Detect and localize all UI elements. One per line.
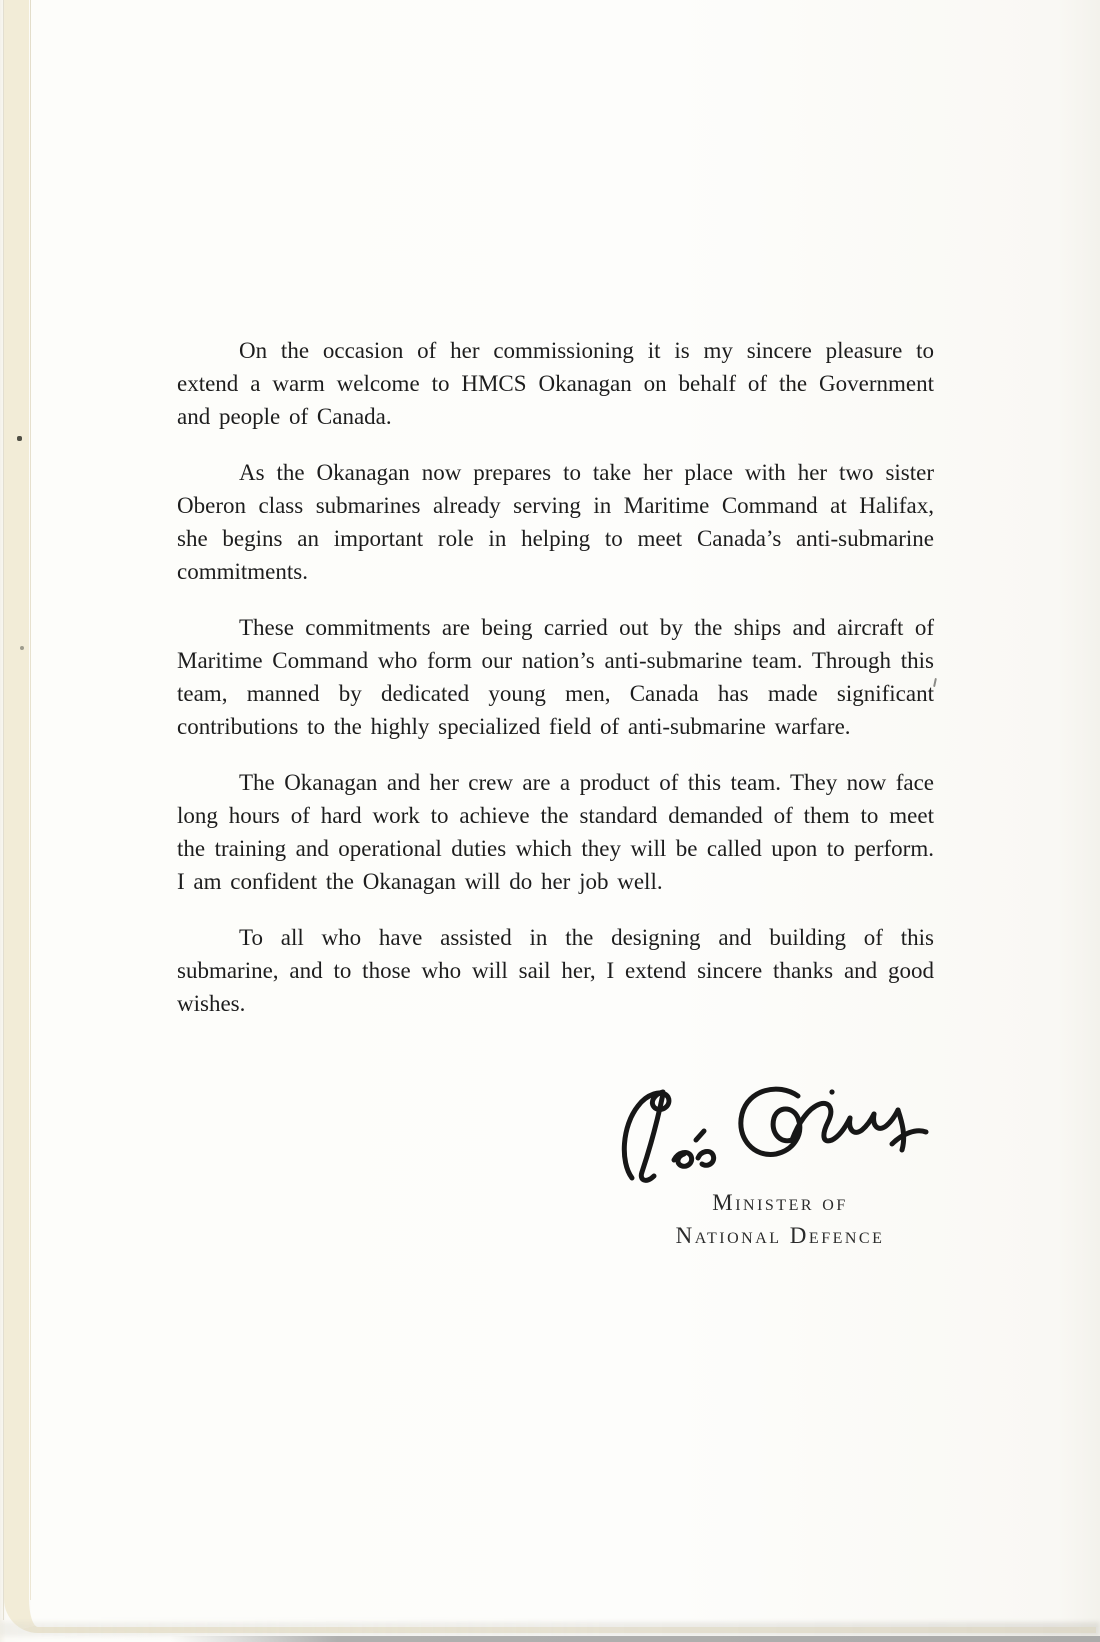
scanner-band [170, 1636, 1100, 1642]
scan-speck [17, 436, 22, 441]
letter-paragraph-2: As the Okanagan now prepares to take her place with her two sister Oberon class submarines already serving in Maritime Command at Halifax, she begins an important role in helping to meet Canada’s anti-submarine commitments. [177, 460, 934, 584]
letter-paragraph-5: To all who have assisted in the designing and building of this submarine, and to those who will sail her, I extend sincere thanks and good wishes. [177, 925, 934, 1016]
signature-ink [608, 1074, 948, 1194]
letter-paragraph-1: On the occasion of her commissioning it is my sincere pleasure to extend a warm welcome to HMCS Okanagan on behalf of the Government and people of Canada. [177, 338, 934, 429]
cover-edge-outer-line [3, 0, 4, 1620]
cover-edge-inner-line [30, 0, 31, 1600]
scan-speck [20, 646, 24, 650]
signoff-title [612, 1186, 948, 1252]
signoff-title-line2: National Defence [675, 1223, 885, 1248]
scanner-smudge [0, 1622, 1100, 1636]
signoff-title-line1: Minister of [712, 1190, 848, 1215]
letter-paragraph-4: The Okanagan and her crew are a product of this team. They now face long hours of hard work to achieve the standard demanded of them to meet the training and operational duties which they will be called upon to perform. I am confident the Okanagan will do her job well. [177, 770, 934, 894]
letter-body [177, 334, 934, 1043]
handwritten-signature [608, 1074, 948, 1194]
letter-paragraph-3: These commitments are being carried out by the ships and aircraft of Maritime Command who form our nation’s anti-submarine team. Through this team, manned by dedicated young men, Canada has made significant contributions to the highly specialized field of anti-submarine warfare. [177, 615, 934, 739]
